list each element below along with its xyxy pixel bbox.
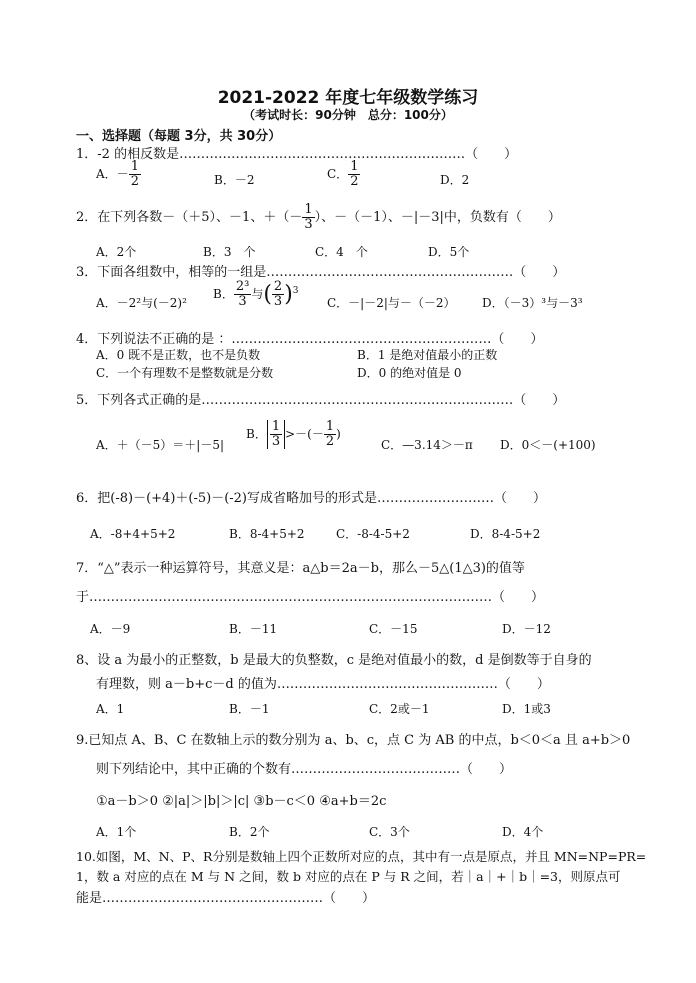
q7-option-a: A．－9: [90, 622, 131, 636]
question-4-stem: 4．下列说法不正确的是 ：……………………………………………………（ ）: [76, 332, 544, 347]
q9-option-b: B．2个: [229, 825, 270, 839]
q7-option-c: C．－15: [369, 622, 418, 636]
question-7-stem-line1: 7．“△”表示一种运算符号，其意义是：a△b＝2a－b，那么－5△(1△3)的值等: [76, 561, 525, 576]
question-8-stem-line1: 8、设 a 为最小的正整数，b 是最大的负整数，c 是绝对值最小的数，d 是倒数等于自身的: [76, 653, 592, 668]
q8-option-a: A．1: [96, 702, 125, 716]
q7-option-d: D．－12: [502, 622, 551, 636]
q3-option-d: D．（－3）³与－3³: [482, 296, 583, 310]
question-9-statements: ①a－b＞0 ②|a|＞|b|＞|c| ③b－c＜0 ④a+b＝2c: [96, 794, 387, 809]
section-heading: 一、选择题（每题 3分，共 30分）: [76, 129, 282, 144]
question-2-stem: 2．在下列各数－（＋5）、－1、＋（－ $\frac{1}{3}$ ）、－（－1）、－|－3|中，负数有（ ）: [76, 202, 561, 232]
q1-option-b: B．－2: [214, 173, 255, 187]
question-5-stem: 5．下列各式正确的是………………………………………………………………（ ）: [76, 393, 566, 408]
q4-option-d: D．0 的绝对值是 0: [357, 366, 462, 380]
q5-option-d: D．0＜－(+100): [500, 438, 596, 452]
q2-option-a: A．2个: [96, 245, 137, 259]
q8-option-d: D．1或3: [502, 702, 551, 716]
page-title: 2021-2022 年度七年级数学练习: [217, 88, 479, 108]
q6-option-b: B．8-4+5+2: [229, 527, 305, 541]
q9-option-d: D．4个: [502, 825, 544, 839]
q5-option-a: A．＋（－5）＝＋|－5|: [96, 438, 225, 452]
q1-option-c: C． $\frac{1}{2}$: [327, 159, 359, 189]
q4-option-b: B．1 是绝对值最小的正数: [357, 348, 498, 362]
q2-option-c: C．4 个: [315, 245, 368, 259]
q9-option-a: A．1个: [96, 825, 137, 839]
exam-info: （考试时长：90分钟 总分：100分）: [243, 108, 453, 122]
question-8-stem-line2: 有理数，则 a－b+c－d 的值为……………………………………………（ ）: [96, 677, 550, 692]
q4-option-c: C．一个有理数不是整数就是分数: [96, 366, 274, 380]
q4-option-a: A．0 既不是正数，也不是负数: [96, 348, 261, 362]
q6-option-a: A．-8+4+5+2: [90, 527, 176, 541]
q8-option-b: B．－1: [229, 702, 270, 716]
q7-option-b: B．－11: [229, 622, 278, 636]
q9-option-c: C．3个: [369, 825, 410, 839]
q3-option-c: C．－|－2|与－（－2）: [327, 296, 456, 310]
question-6-stem: 6．把(-8)－(+4)＋(-5)－(-2)写成省略加号的形式是………………………（ ）: [76, 491, 546, 506]
q8-option-c: C．2或－1: [369, 702, 430, 716]
question-10-stem-line3: 能是……………………………………………（ ）: [76, 891, 376, 906]
question-10-stem-line2: 1，数 a 对应的点在 M 与 N 之间，数 b 对应的点在 P 与 R 之间，若｜a｜+｜b｜=3，则原点可: [76, 869, 621, 884]
question-7-stem-line2: 于…………………………………………………………………………………（ ）: [76, 590, 545, 605]
question-10-stem-line1: 10.如图，M、N、P、R分别是数轴上四个正数所对应的点，其中有一点是原点，并且 MN=NP=PR=: [76, 849, 647, 864]
q3-option-a: A．－2²与(－2)²: [96, 296, 187, 310]
q5-option-b: B． $\frac{1}{3}$ >－(－ $\frac{1}{2}$ ): [246, 419, 341, 449]
q3-option-b: B． $\frac{\text{2³}}{3}$ 与( $\frac{2}{3}$ )$^3$: [213, 279, 299, 309]
question-9-stem-line1: 9.已知点 A、B、C 在数轴上示的数分别为 a、b、c，点 C 为 AB 的中点，b＜0＜a 且 a+b＞0: [76, 733, 631, 748]
question-1-stem: 1．-2 的相反数是…………………………………………………………（ ）: [76, 147, 518, 162]
q2-option-b: B．3 个: [203, 245, 256, 259]
question-3-stem: 3．下面各组数中，相等的一组是…………………………………………………（ ）: [76, 265, 566, 280]
q1-option-d: D．2: [440, 173, 470, 187]
q1-option-a: A．－ $\frac{1}{2}$: [96, 159, 139, 189]
q5-option-c: C．—3.14＞－π: [381, 438, 473, 452]
q2-option-d: D．5个: [428, 245, 470, 259]
q6-option-d: D．8-4-5+2: [470, 527, 541, 541]
question-9-stem-line2: 则下列结论中，其中正确的个数有…………………………………（ ）: [96, 762, 513, 777]
q6-option-c: C．-8-4-5+2: [336, 527, 410, 541]
